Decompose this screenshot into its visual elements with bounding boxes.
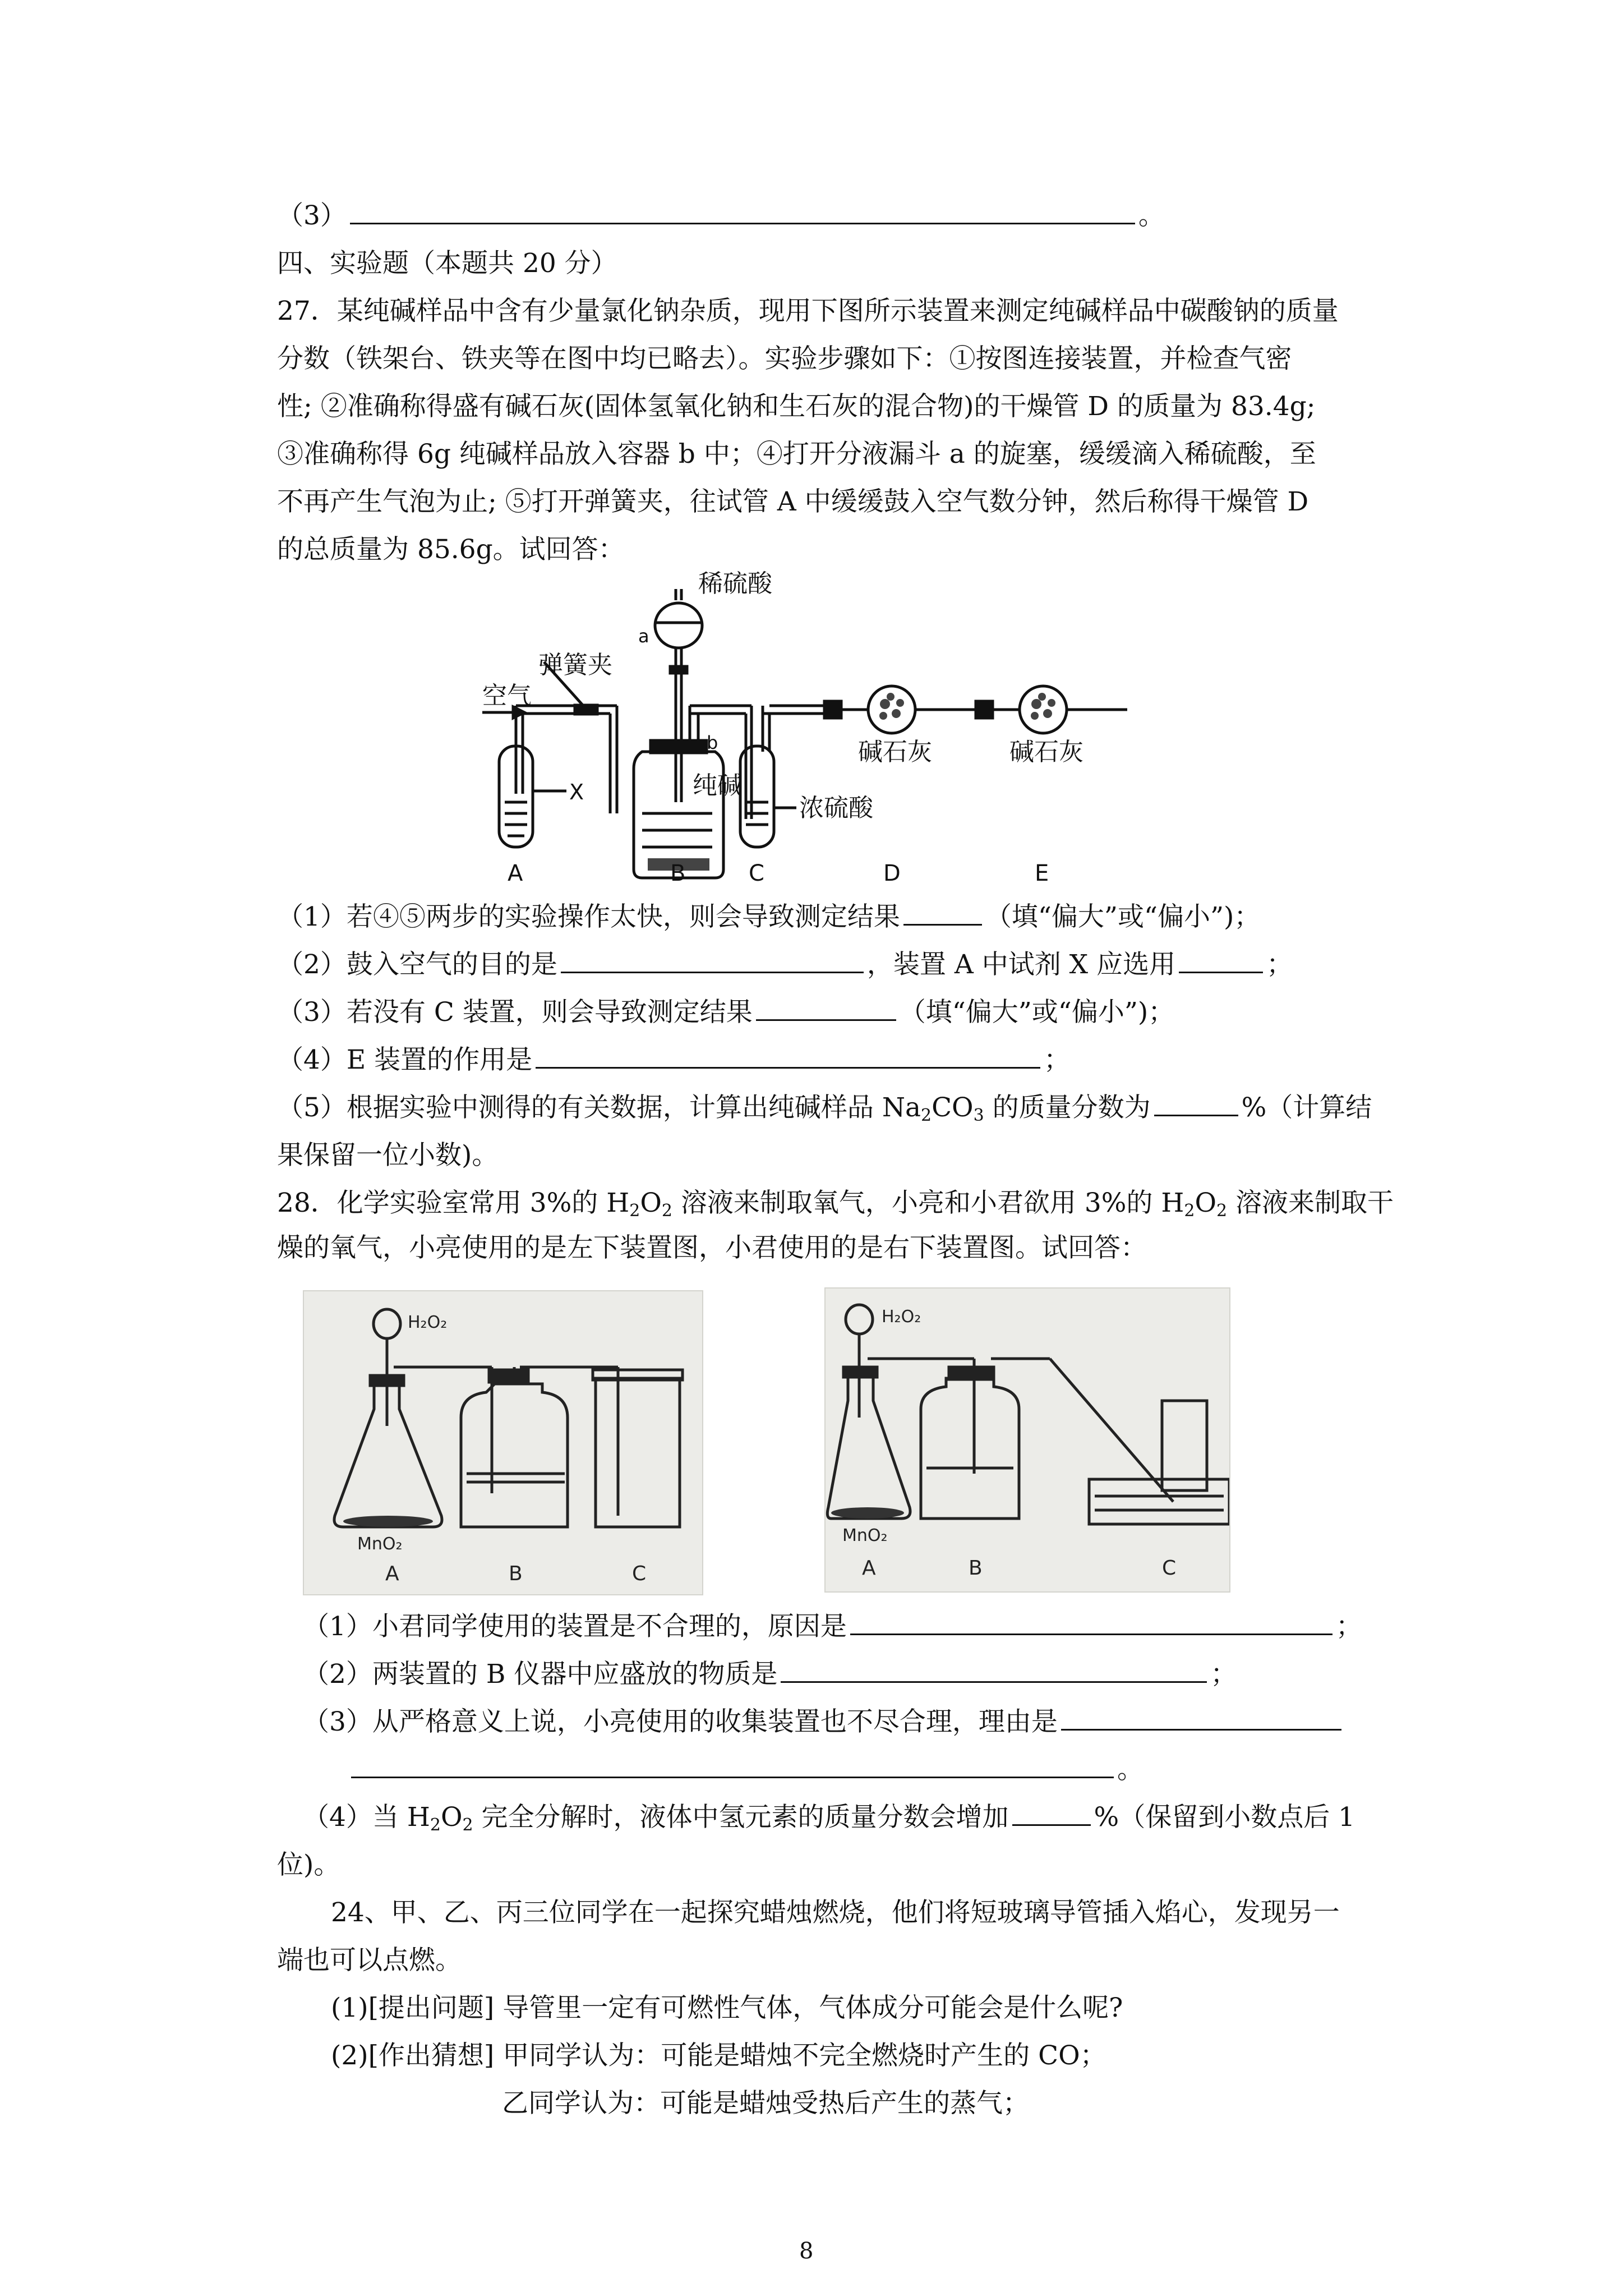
label-dilute-sulfuric-acid: 稀硫酸 bbox=[698, 569, 772, 598]
blank[interactable] bbox=[1061, 1706, 1341, 1731]
q27-text-5: 不再产生气泡为止; ⑤打开弹簧夹，往试管 A 中缓缓鼓入空气数分钟，然后称得干燥管 D bbox=[277, 486, 1309, 517]
label-soda-lime-d: 碱石灰 bbox=[858, 738, 932, 766]
q28-text-1: 28．化学实验室常用 3%的 $H_2O_2$ 溶液来制取氧气，小亮和小君欲用 3%的 $H_2O_2$ 溶液来制取干 bbox=[277, 1188, 1394, 1221]
q24-text-4: (2)[作出猜想] 甲同学认为：可能是蜡烛不完全燃烧时产生的 CO； bbox=[331, 2040, 1106, 2071]
q28-sub-4-cont: 位)。 bbox=[277, 1849, 340, 1880]
label-b-right: B bbox=[969, 1557, 983, 1580]
label-a-right: A bbox=[862, 1557, 876, 1580]
q28-sub-4: （4）当 $H_2O_2$ 完全分解时，液体中氢元素的质量分数会增加 %（保留到小数点后 1 bbox=[303, 1802, 1355, 1835]
q28-sub-1: （1）小君同学使用的装置是不合理的，原因是 ； bbox=[303, 1611, 1362, 1642]
label-mno2-left: MnO₂ bbox=[357, 1534, 403, 1554]
blank[interactable] bbox=[351, 1754, 1114, 1778]
blank[interactable] bbox=[561, 949, 864, 973]
q27-text-3: 性; ②准确称得盛有碱石灰(固体氢氧化钠和生石灰的混合物)的干燥管 D 的质量为 83.4g; bbox=[277, 391, 1316, 422]
blank[interactable] bbox=[756, 997, 896, 1021]
q28-sub-3: （3）从严格意义上说，小亮使用的收集装置也不尽合理，理由是 bbox=[303, 1705, 1345, 1739]
q27-text-2: 分数（铁架台、铁夹等在图中均已略去）。实验步骤如下：①按图连接装置，并检查气密 bbox=[277, 343, 1292, 374]
label-c-right: C bbox=[1162, 1557, 1177, 1580]
q27-sub-1: （1）若④⑤两步的实验操作太快，则会导致测定结果 （填“偏大”或“偏小”)； bbox=[277, 901, 1261, 932]
label-a-left: A bbox=[385, 1562, 399, 1585]
blank[interactable] bbox=[781, 1659, 1207, 1683]
q24-text-3: (1)[提出问题] 导管里一定有可燃性气体，气体成分可能会是什么呢? bbox=[331, 1993, 1123, 2023]
label-h2o2-right: H₂O₂ bbox=[882, 1307, 921, 1327]
label-c-tube: C bbox=[749, 861, 764, 886]
q27-text-4: ③准确称得 6g 纯碱样品放入容器 b 中；④打开分液漏斗 a 的旋塞，缓缓滴入稀硫酸，至 bbox=[277, 439, 1316, 470]
q24-text-2: 端也可以点燃。 bbox=[277, 1945, 462, 1976]
label-b-bottle: B bbox=[670, 861, 686, 886]
answer-line-3: （3） 。 bbox=[277, 200, 1165, 231]
label-c-left: C bbox=[632, 1562, 647, 1585]
apparatus-photo-left bbox=[303, 1290, 703, 1595]
apparatus-diagram-q27 bbox=[482, 567, 1144, 892]
label-spring-clamp: 弹簧夹 bbox=[538, 651, 612, 679]
apparatus-photo-left-drawing bbox=[304, 1291, 702, 1594]
label-air: 空气 bbox=[482, 682, 532, 710]
label-h2o2-left: H₂O₂ bbox=[408, 1313, 448, 1332]
label-b: b bbox=[707, 732, 718, 753]
label-soda: 纯碱 bbox=[693, 771, 742, 800]
blank[interactable] bbox=[850, 1611, 1332, 1635]
label-soda-lime-e: 碱石灰 bbox=[1009, 738, 1083, 766]
q27-sub-5-cont: 果保留一位小数)。 bbox=[277, 1140, 499, 1171]
page-number: 8 bbox=[799, 2238, 814, 2264]
label-x: X bbox=[569, 780, 584, 804]
blank[interactable] bbox=[350, 200, 1135, 224]
label-d-tube: D bbox=[883, 861, 901, 886]
label-a-tube: A bbox=[508, 861, 523, 886]
q28-sub-2: （2）两装置的 B 仪器中应盛放的物质是 ； bbox=[303, 1659, 1237, 1690]
blank[interactable] bbox=[1154, 1092, 1238, 1116]
apparatus-photo-right-drawing bbox=[826, 1289, 1229, 1591]
blank[interactable] bbox=[1012, 1802, 1091, 1826]
blank[interactable] bbox=[1179, 949, 1263, 973]
q24-text-5: 乙同学认为：可能是蜡烛受热后产生的蒸气； bbox=[502, 2088, 1029, 2119]
label-conc-sulfuric-acid: 浓硫酸 bbox=[799, 794, 873, 822]
q28-sub-3-cont: 。 bbox=[348, 1753, 1144, 1787]
q28-text-2: 燥的氧气，小亮使用的是左下装置图，小君使用的是右下装置图。试回答： bbox=[277, 1232, 1147, 1263]
q27-sub-5: （5）根据实验中测得的有关数据，计算出纯碱样品 $Na_2CO_3$ 的质量分数为 %（计算结 bbox=[277, 1092, 1372, 1125]
label-a: a bbox=[638, 625, 649, 647]
q24-text-1: 24、甲、乙、丙三位同学在一起探究蜡烛燃烧，他们将短玻璃导管插入焰心，发现另一 bbox=[331, 1897, 1340, 1928]
q27-text-6: 的总质量为 85.6g。试回答： bbox=[277, 534, 625, 565]
label-mno2-right: MnO₂ bbox=[842, 1526, 888, 1545]
q27-text-1: 27．某纯碱样品中含有少量氯化钠杂质，现用下图所示装置来测定纯碱样品中碳酸钠的质量 bbox=[277, 296, 1339, 326]
section-heading: 四、实验题（本题共 20 分） bbox=[277, 248, 617, 279]
q27-sub-3: （3）若没有 C 装置，则会导致测定结果 （填“偏大”或“偏小”)； bbox=[277, 997, 1175, 1028]
apparatus-photo-right bbox=[824, 1287, 1230, 1593]
q27-sub-4: （4）E 装置的作用是 ； bbox=[277, 1045, 1071, 1075]
label-e-tube: E bbox=[1035, 861, 1049, 886]
label-b-left: B bbox=[509, 1562, 523, 1585]
blank[interactable] bbox=[903, 901, 982, 926]
blank[interactable] bbox=[536, 1045, 1040, 1069]
q27-sub-2: （2）鼓入空气的目的是 ，装置 A 中试剂 X 应选用 ； bbox=[277, 949, 1293, 980]
